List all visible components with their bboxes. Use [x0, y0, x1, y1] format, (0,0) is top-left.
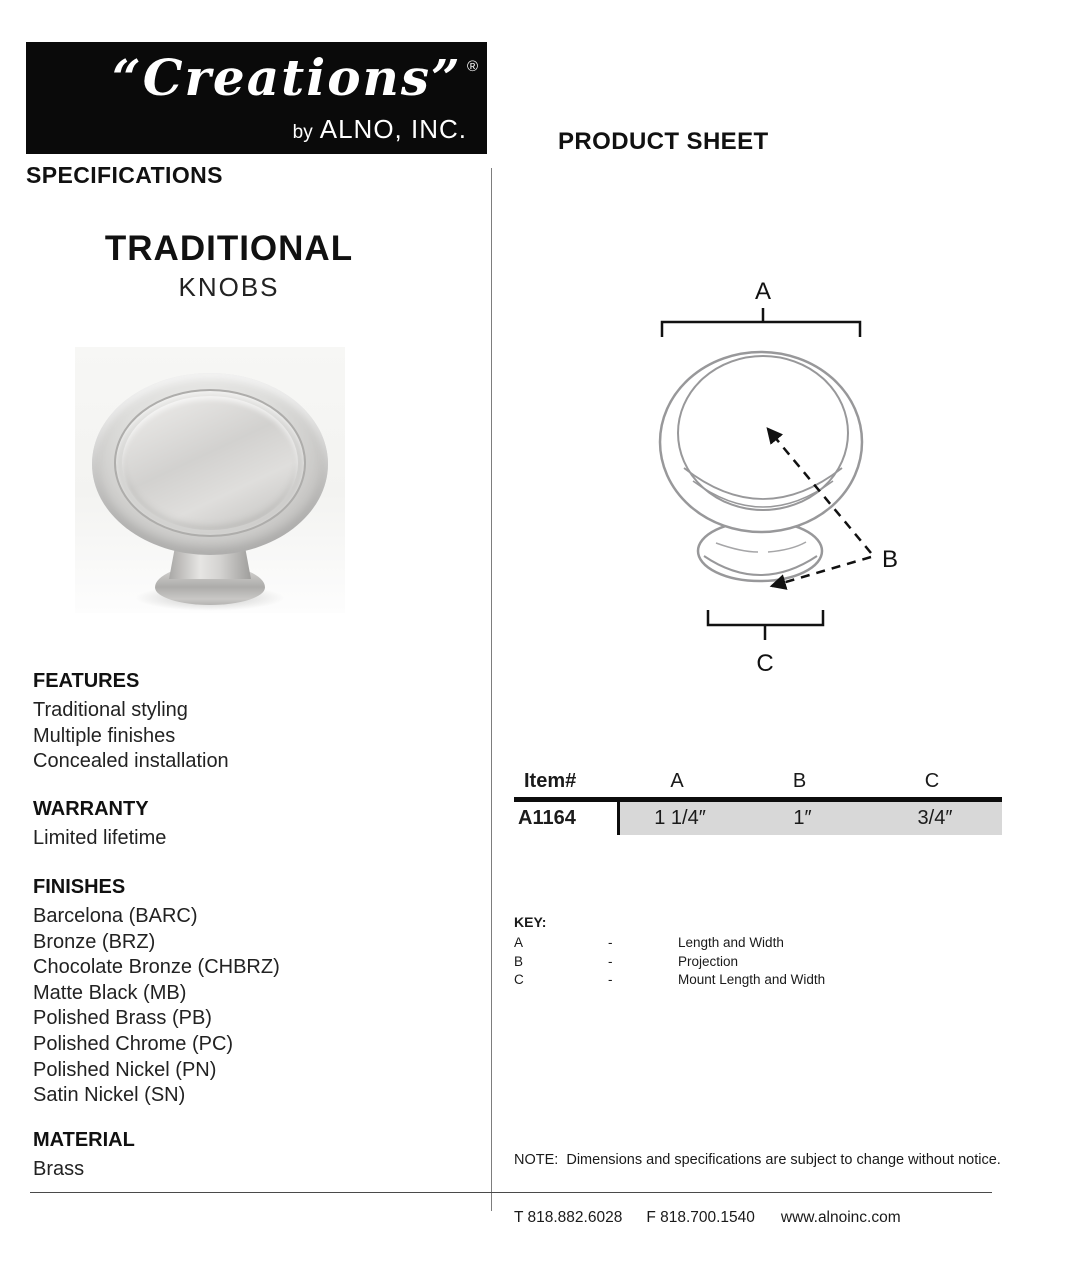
dimensions-table	[514, 770, 1002, 835]
table-header-item: Item#	[524, 770, 577, 792]
feature-item: Multiple finishes	[33, 724, 176, 747]
key-letter: B	[514, 953, 524, 969]
features-heading: FEATURES	[33, 670, 140, 692]
key-description: Mount Length and Width	[678, 972, 826, 987]
key-dash: -	[608, 953, 613, 969]
byline-by: by	[292, 122, 313, 143]
key-dash: -	[608, 972, 613, 987]
item-number-cell: A1164	[518, 807, 576, 829]
key-description: Length and Width	[678, 935, 784, 950]
diagram-knob-cap	[660, 352, 862, 532]
finishes-heading: FINISHES	[33, 876, 126, 898]
creations-script-logo: “Creations”	[112, 48, 462, 107]
table-header-a: A	[670, 770, 684, 792]
footer-rule	[30, 1192, 992, 1193]
key-section	[514, 914, 825, 990]
dimension-label-c: C	[756, 650, 774, 677]
warranty-heading: WARRANTY	[33, 798, 149, 820]
website-link[interactable]: www.alnoinc.com	[780, 1209, 901, 1226]
finish-item: Polished Nickel (PN)	[33, 1058, 217, 1081]
finish-item: Satin Nickel (SN)	[33, 1084, 186, 1107]
alno-byline	[293, 114, 467, 145]
fax-number: F 818.700.1540	[646, 1209, 755, 1226]
key-heading: KEY:	[514, 914, 547, 930]
finish-item: Polished Brass (PB)	[33, 1007, 212, 1030]
finish-item: Barcelona (BARC)	[33, 905, 198, 927]
material-heading: MATERIAL	[33, 1129, 135, 1151]
finish-item: Polished Chrome (PC)	[33, 1032, 234, 1055]
finish-item: Chocolate Bronze (CHBRZ)	[33, 956, 280, 979]
finishes-section	[33, 876, 280, 1109]
product-title: TRADITIONAL	[104, 229, 354, 268]
specifications-label: SPECIFICATIONS	[26, 162, 223, 188]
dimension-c-value: 3/4″	[917, 807, 953, 829]
title-block	[0, 229, 458, 303]
warranty-item: Limited lifetime	[33, 827, 167, 849]
footer-contact	[514, 1209, 901, 1227]
feature-item: Traditional styling	[33, 699, 188, 721]
knob-face	[122, 396, 298, 530]
registered-trademark-icon: ®	[466, 58, 478, 75]
product-subtitle: KNOBS	[178, 272, 280, 302]
vertical-divider	[491, 168, 492, 1211]
brand-logo	[26, 42, 487, 154]
note-text: NOTE: Dimensions and specifications are subject to change without notice.	[514, 1152, 1001, 1168]
dimension-a-value: 1 1/4″	[654, 807, 706, 829]
finish-item: Bronze (BRZ)	[33, 930, 156, 953]
product-sheet-heading: PRODUCT SHEET	[558, 128, 769, 155]
features-section	[33, 670, 229, 775]
feature-item: Concealed installation	[33, 750, 229, 773]
key-row	[514, 934, 825, 953]
material-section	[33, 1129, 135, 1183]
material-item: Brass	[33, 1158, 85, 1180]
dimension-a-bracket	[662, 322, 860, 337]
phone-number: T 818.882.6028	[514, 1209, 623, 1226]
table-row	[514, 802, 1002, 835]
key-letter: C	[514, 972, 524, 987]
key-row	[514, 971, 825, 990]
key-row	[514, 953, 825, 972]
table-header-row	[514, 770, 1002, 802]
product-photo	[75, 347, 345, 613]
table-header-c: C	[924, 770, 940, 792]
dimension-label-a: A	[754, 278, 772, 305]
finish-item: Matte Black (MB)	[33, 981, 187, 1004]
warranty-section	[33, 798, 166, 852]
byline-company: ALNO, INC.	[319, 114, 467, 144]
dimension-c-bracket	[708, 610, 823, 625]
table-header-b: B	[792, 770, 807, 792]
key-description: Projection	[678, 953, 739, 969]
key-dash: -	[608, 935, 613, 950]
dimension-cells	[617, 802, 1002, 835]
dimension-b-value: 1″	[793, 807, 812, 829]
dimension-label-b: B	[882, 546, 899, 573]
key-letter: A	[514, 935, 524, 950]
dimension-diagram	[620, 270, 940, 690]
